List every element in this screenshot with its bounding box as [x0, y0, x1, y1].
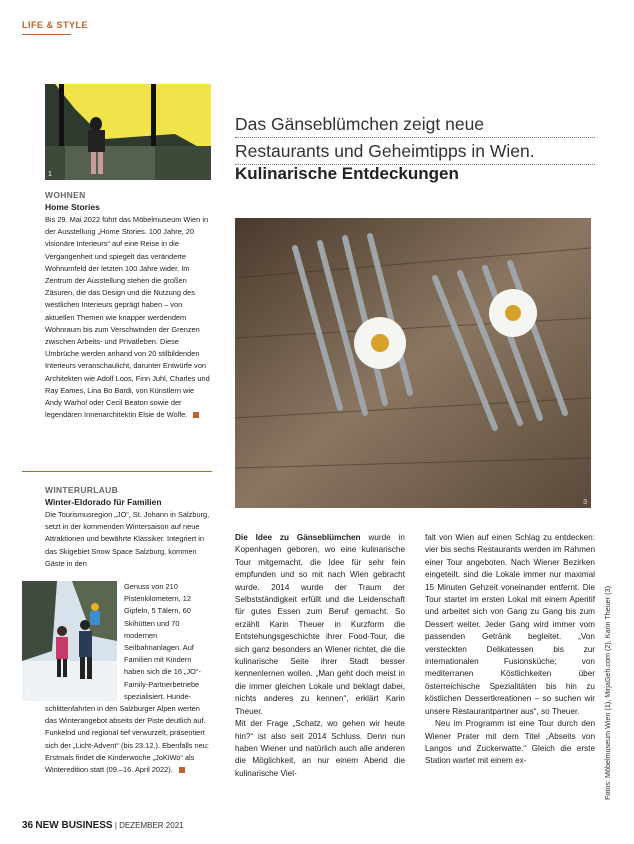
article-headline [235, 111, 595, 165]
end-mark [193, 412, 199, 418]
article-col1-body-2: Mit der Frage „Schatz, wo gehen wir heute hin?“ ist also seit 2014 Schluss. Denn nun haben Wiener und natürlich auch alle anderen die Möglichkeit, an nur einem Abend die kulinarische Viel- [235, 719, 405, 778]
sidebar-divider [22, 471, 212, 472]
article-col1-body: wurde in Kopenhagen geboren, wo eine kulinarische Tour mitgemacht, die Idee für sehr fein empfunden und so mit nach Wien gebracht wurde. 2014 wurde der Traum der Selbstständigkeit erfüllt und die Leidenschaft für gutes Essen zum Beruf gemacht. So erzählt Karin Theuer in Kurzform die Entstehungsgeschichte ihrer Food-Tour, die sich ganz besonders an Wiener richtet, die die kulinarische Seite ihrer Stadt besser kennenlernen wollen. „Man geht doch meist in die immer gleichen Lokale und beklagt dabei, nichts anderes zu kennen“, erklärt Karin Theuer. [235, 533, 405, 716]
article-subhead: Kulinarische Entdeckungen [235, 164, 459, 183]
wohnen-title: Home Stories [45, 202, 100, 212]
photo-caption: 3 [583, 499, 587, 506]
article-col2-body-2: Neu im Programm ist eine Tour durch den Wiener Prater mit dem Titel „Abseits von Langos und Zuckerwatte.“ Gleich die erste Station wartet mit einem ex- [425, 719, 595, 766]
section-rule [22, 34, 71, 35]
end-mark [179, 767, 185, 773]
photo-credits [603, 560, 617, 800]
winter-body-bottom: schlittenfahrten in den Salzburger Alpen werten das Winterangebot abseits der Piste deutlich auf. Funkelnd und regional tief verwurzelt, präsentiert sich der „Licht-Advent“ (bis 23.12.). Ebenfalls neu: Erstmals findet die Kinderwoche „JoKiWo“ als Winteredition statt (09.–16. April 2022). [45, 704, 209, 775]
photo-caption: 1 [48, 171, 52, 178]
winter-heading: WINTERURLAUB [45, 485, 119, 495]
winter-text-right: Genuss von 210 Pistenkilometern, 12 Gipfeln, 5 Tälern, 60 Skihütten und 70 modernen Seilbahnanlagen. Auf Familien mit Kindern haben sich die 16 „JO“-Family-Partnerbetriebe spezialisiert. Hunde- [124, 582, 201, 701]
section-label: LIFE & STYLE [22, 20, 89, 30]
headline-line-2: Restaurants und Geheimtipps in Wien. [235, 138, 595, 165]
wohnen-body: Bis 29. Mai 2022 führt das Möbelmuseum Wien in der Ausstellung „Home Stories. 100 Jahre, 20 visionäre Interieurs“ auf eine Reise in die Vergangenheit und spiegelt das veränderte Wohnumfeld der letzten 100 Jahre wider. Im Zentrum der Ausstellung stehen die großen Zäsuren, die das Design und die Nutzung des westlichen Interieurs geprägt haben – von aktuellen Themen wie knapper werdendem Wohnraum bis zum Verschwinden der Grenzen zwischen Arbeits- und Privatleben. Diese Umbrüche werden anhand von 20 stilbildenden Interieurs veranschaulicht, darunter Entwürfe von Architekten wie Adolf Loos, Finn Juhl, Charles und Ray Eames, Lina Bo Bardi, von Künstlern wie Andy Warhol oder Cecil Beaton sowie der legendären Innenarchitektin Elsie de Wolfe. [45, 215, 210, 420]
page-number: 36 [22, 820, 34, 831]
photo-credits-text: Fotos: Möbelmuseum Wien (1), MirjaGeh.com (2), Karin Theuer (3) [603, 586, 612, 800]
wohnen-text [45, 214, 211, 421]
winter-text-top: Die Tourismusregion „JO“, St. Johann in Salzburg, setzt in der kommenden Wintersaison auf neue Attraktionen und bewährte Klassiker. Integriert in das Skigebiet Snow Space Salzburg, kommen Gäste in den [45, 510, 210, 568]
issue-date: | DEZEMBER 2021 [114, 821, 184, 830]
wohnen-heading: WOHNEN [45, 190, 86, 200]
magazine-name: NEW BUSINESS [35, 820, 113, 831]
article-column-1 [235, 532, 405, 780]
article-col2-body: falt von Wien auf einen Schlag zu entdecken: vier bis sechs Restaurants werden im Rahmen einer Tour angeboten. Nach Wiener Bezirken eingeteilt, sind die Lokale immer nur maximal 15 Minuten Gehzeit voneinander entfernt. Die Tour startet im ersten Lokal mit einem Aperitif und arbeitet sich von Gang zu Gang bis zum Dessert weiter. Jeder Gang wird immer vom passenden Getränk begleitet. „Von versteckten Delikatessen bis zur internationalen Fusionsküche; von mediterranen Köstlichkeiten über österreichische Spezialitäten bis hin zu köstlichen Dessertkreationen – so suchen wir unsere Restaurantpartner aus“, so Theuer. [425, 533, 595, 716]
article-column-2 [425, 532, 595, 768]
article-lead: Die Idee zu Gänseblümchen [235, 533, 361, 542]
museum-photo [45, 84, 211, 180]
ski-family-photo [22, 581, 117, 701]
forks-daisies-photo [235, 218, 591, 508]
page-footer [22, 820, 184, 831]
headline-line-1: Das Gänseblümchen zeigt neue [235, 111, 595, 138]
photo-caption: 2 [25, 692, 29, 699]
winter-title: Winter-Eldorado für Familien [45, 497, 162, 507]
winter-text-bottom [45, 703, 211, 776]
